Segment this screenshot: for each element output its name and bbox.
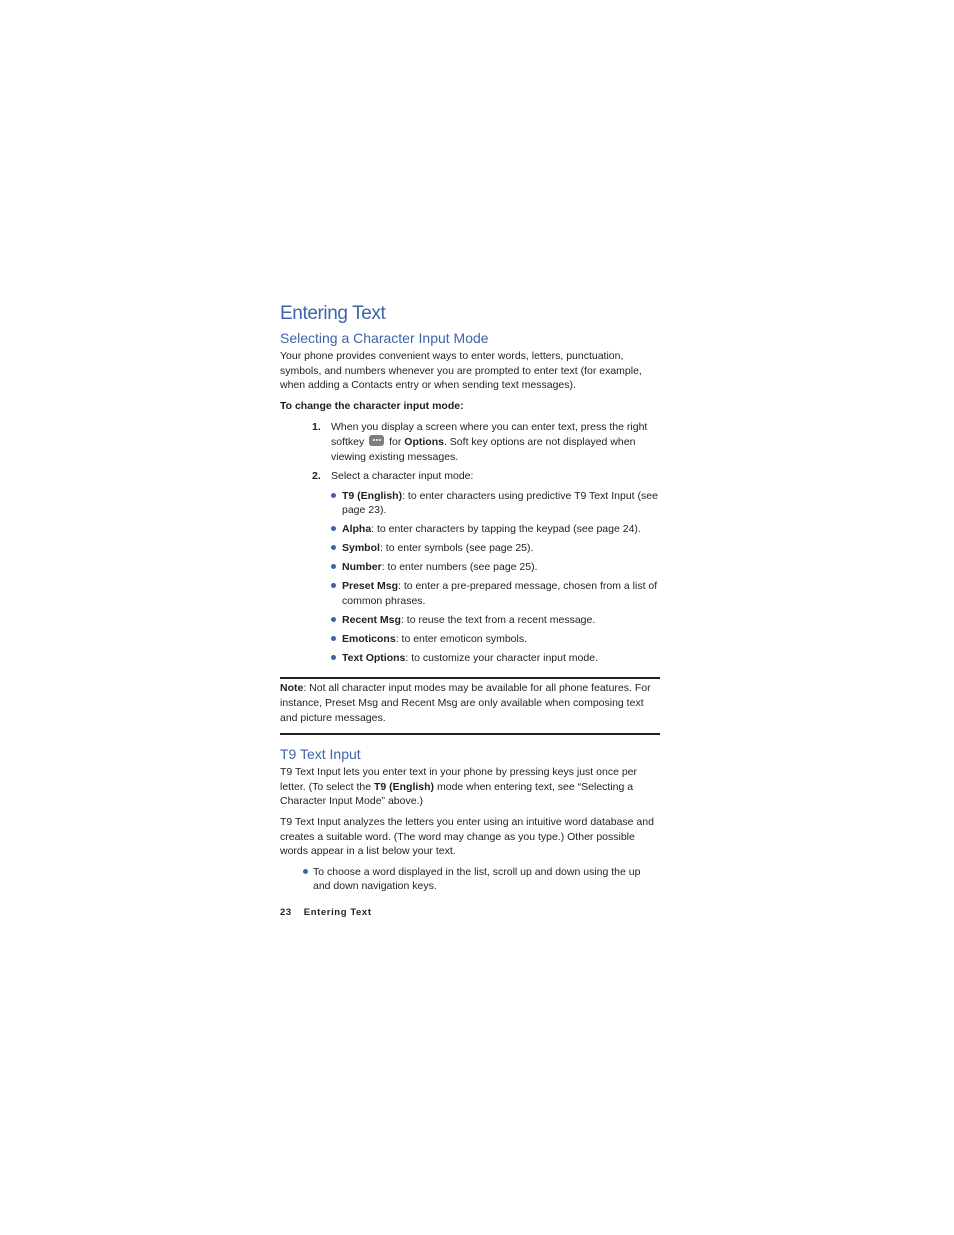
note-box <box>280 677 660 735</box>
step-number: 2. <box>312 470 321 483</box>
list-item <box>280 865 660 894</box>
step-1-text-c: . Soft key options are not displayed when viewing existing messages. <box>331 435 636 463</box>
page-content <box>280 302 660 921</box>
bullet-icon <box>331 493 336 498</box>
list-item <box>280 489 660 518</box>
mode-label: Emoticons <box>342 632 396 645</box>
t9-para1-text-a: T9 Text Input lets you enter text in your phone by pressing keys just once per letter. (To select the <box>280 766 638 793</box>
mode-label: Preset Msg <box>342 580 399 593</box>
section-heading-t9: T9 Text Input <box>280 746 361 763</box>
footer-chapter: Entering Text <box>303 906 372 918</box>
mode-desc: : to enter numbers (see page 25). <box>381 561 538 574</box>
bullet-icon <box>331 655 336 660</box>
step-1 <box>280 420 660 464</box>
bullet-icon <box>331 636 336 641</box>
list-item <box>280 560 660 575</box>
note-text: : Not all character input modes may be available for all phone features. For instance, Preset Msg and Recent Msg are only available when composing text and picture messages. <box>280 682 651 724</box>
mode-label: Number <box>342 561 382 574</box>
page-footer <box>280 906 660 921</box>
section-heading-input-mode: Selecting a Character Input Mode <box>280 330 489 346</box>
options-label: Options <box>404 435 444 448</box>
step-1-text-a: When you display a screen where you can enter text, press the right softkey <box>331 421 648 448</box>
page-title: Entering Text <box>280 303 386 324</box>
t9-english-label: T9 (English) <box>373 780 435 793</box>
bullet-icon <box>331 545 336 550</box>
note-label: Note <box>280 682 304 695</box>
input-mode-list <box>280 489 660 666</box>
page-number: 23 <box>280 906 292 918</box>
list-item <box>280 541 660 556</box>
mode-desc: : to reuse the text from a recent message. <box>400 613 596 626</box>
mode-label: Text Options <box>342 651 406 664</box>
intro-paragraph: Your phone provides convenient ways to enter words, letters, punctuation, symbols, and numbers whenever you are prompted to enter text (for example, when adding a Contacts entry or when sending text messages). <box>280 350 642 392</box>
t9-paragraph-2: T9 Text Input analyzes the letters you enter using an intuitive word database and creates a suitable word. (The word may change as you type.) Other possible words appear in a list below your text. <box>280 815 654 858</box>
bullet-icon <box>303 869 308 874</box>
list-item <box>280 651 660 666</box>
t9-para1-text-b: mode when entering text, see “Selecting a Character Input Mode” above.) <box>280 780 634 808</box>
mode-label: Symbol <box>342 542 380 555</box>
list-item <box>280 522 660 537</box>
bullet-icon <box>331 583 336 588</box>
mode-desc: : to enter characters using predictive T9 Text Input (see page 23). <box>342 489 658 517</box>
step-1-text-b: for <box>389 435 402 448</box>
t9-bullet-text: To choose a word displayed in the list, scroll up and down using the up and down navigation keys. <box>313 865 641 893</box>
list-item <box>280 632 660 647</box>
list-item <box>280 613 660 628</box>
mode-desc: : to enter characters by tapping the keypad (see page 24). <box>371 523 641 536</box>
softkey-menu-icon <box>369 435 384 446</box>
mode-label: Recent Msg <box>342 613 401 626</box>
mode-label: T9 (English) <box>342 489 403 502</box>
step-2 <box>280 469 660 484</box>
mode-label: Alpha <box>342 523 372 536</box>
bullet-icon <box>331 617 336 622</box>
list-item <box>280 579 660 608</box>
bullet-icon <box>331 526 336 531</box>
step-2-text: Select a character input mode: <box>331 470 474 483</box>
t9-paragraph-1 <box>280 765 660 809</box>
mode-desc: : to enter emoticon symbols. <box>395 632 527 645</box>
bullet-icon <box>331 564 336 569</box>
mode-desc: : to enter a pre-prepared message, chosen from a list of common phrases. <box>342 580 658 607</box>
mode-desc: : to customize your character input mode. <box>405 651 598 664</box>
mode-desc: : to enter symbols (see page 25). <box>379 542 534 555</box>
procedure-title: To change the character input mode: <box>280 399 464 412</box>
step-number: 1. <box>312 421 321 434</box>
